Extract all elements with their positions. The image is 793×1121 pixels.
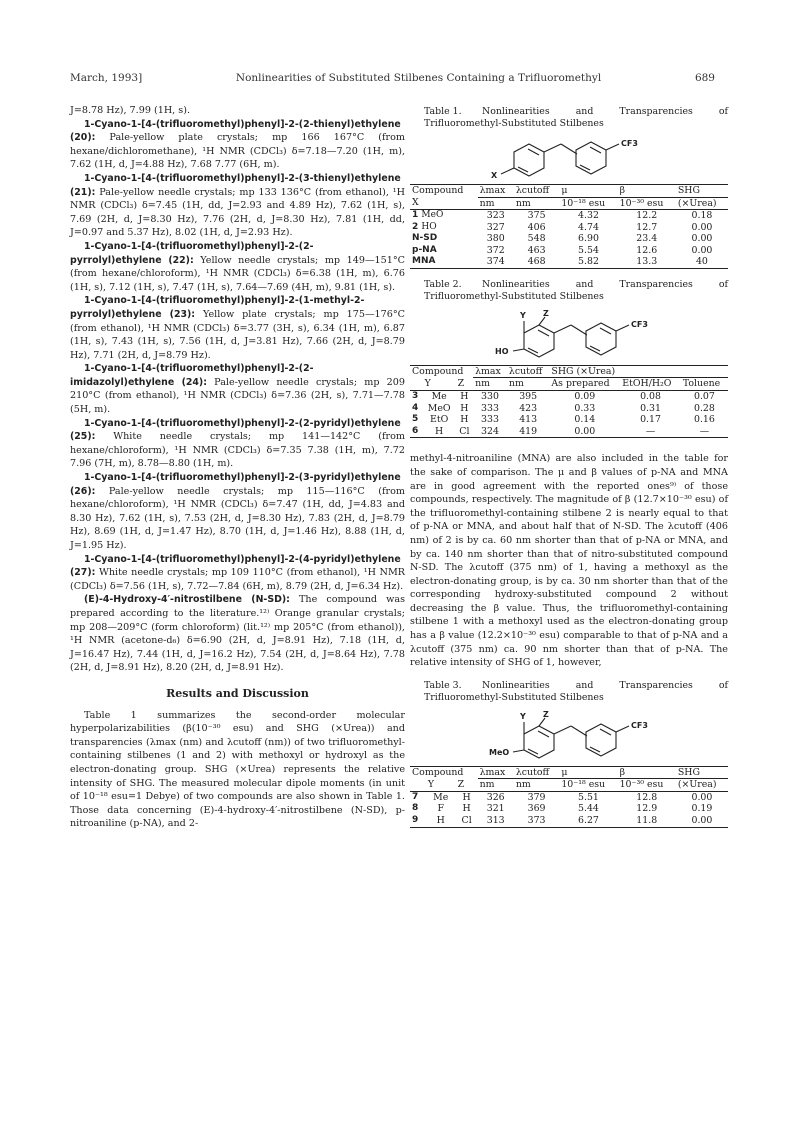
experimental-paragraph: J=8.78 Hz), 7.99 (1H, s). xyxy=(70,105,190,116)
header-running-title: Nonlinearities of Substituted Stilbenes Containing a Trifluoromethyl xyxy=(235,72,602,84)
table1-caption: Table 1. Nonlinearities and Transparencies of Trifluoromethyl-Substituted Stilbenes xyxy=(424,106,728,129)
table-row: p-NA 372 463 5.54 12.6 0.00 xyxy=(412,244,713,256)
table1-structure xyxy=(469,134,669,182)
meo-label: MeO xyxy=(489,747,510,757)
experimental-paragraph: 1-Cyano-1-[4-(trifluoromethyl)phenyl]-2-(2-pyridyl)ethylene (25): White needle crystals; mp 141—142°C (from hexane/chloroform), ¹H NMR (CDCl₃) δ=7.35 7.38 (1H, m), 7.72 7.96 (7H, m), 8.78—8.80 (1H, m). xyxy=(70,417,405,470)
cf3-label: CF3 xyxy=(631,720,648,730)
table1: Compound λmax λcutoff μ β SHG X nm nm 10⁻¹⁸ esu 10⁻³⁰ esu (×Urea) 1 MeO 323 375 4.32 12.2 0.18 2 HO 327 406 4.74 12.7 0.00 N-SD 380 548 6.90 23.4 0.00 p-NA 372 463 5.54 12.6 0.00 MNA 374 468 5.82 13.3 40 xyxy=(410,184,728,269)
table3: Compound λmax λcutoff μ β SHG Y Z nm nm 10⁻¹⁸ esu 10⁻³⁰ esu (×Urea) 7 Me H 326 379 5.51 12.8 0.00 8 F H 321 369 5.44 12.9 0.19 9 H Cl 313 373 6.27 11.8 0.00 xyxy=(410,766,728,828)
y-label: Y xyxy=(520,711,526,721)
z-label: Z xyxy=(543,308,549,318)
table-row: 9 H Cl 313 373 6.27 11.8 0.00 xyxy=(410,815,728,827)
table-row: 7 Me H 326 379 5.51 12.8 0.00 xyxy=(412,791,713,803)
table-row: 5 EtO H 333 413 0.14 0.17 0.16 xyxy=(412,414,715,426)
right-column xyxy=(410,104,728,834)
experimental-paragraph: 1-Cyano-1-[4-(trifluoromethyl)phenyl]-2-(2-imidazolyl)ethylene (24): Pale-yellow needle crystals; mp 209 210°C (from ethanol), ¹H NMR (CDCl₃) δ=7.36 (2H, s), 7.71—7.78 (5H, m). xyxy=(70,363,405,416)
table-row: 2 HO 327 406 4.74 12.7 0.00 xyxy=(412,221,713,233)
table-row: 8 F H 321 369 5.44 12.9 0.19 xyxy=(412,803,713,815)
table2-structure xyxy=(469,307,669,363)
table2: Compound λmax λcutoff SHG (×Urea) Y Z nm nm As prepared EtOH/H₂O Toluene 3 Me H 330 395 0.09 0.08 0.07 4 MeO H 333 423 0.33 0.31 0.28 5 EtO H 333 413 0.14 0.17 0.16 6 H Cl 324 419 0.00 — — xyxy=(410,365,728,438)
table2-caption: Table 2. Nonlinearities and Transparencies of Trifluoromethyl-Substituted Stilbenes xyxy=(424,278,728,302)
experimental-paragraph: 1-Cyano-1-[4-(trifluoromethyl)phenyl]-2-(2-pyrrolyl)ethylene (22): Yellow needle crystals; mp 149—151°C (from hexane/chloroform), ¹H NMR (CDCl₃) δ=6.38 (1H, m), 6.76 (1H, s), 7.12 (1H, s), 7.47 (1H, s), 7.64—7.69 (4H, m), 9.81 (1H, s). xyxy=(70,240,405,293)
table-row: 3 Me H 330 395 0.09 0.08 0.07 xyxy=(412,390,715,402)
page-header xyxy=(70,72,715,88)
ho-label: HO xyxy=(495,346,509,356)
header-page-number: 689 xyxy=(694,72,715,84)
table3-structure xyxy=(469,708,669,764)
table-row: 1 MeO 323 375 4.32 12.2 0.18 xyxy=(412,210,713,221)
experimental-paragraph: 1-Cyano-1-[4-(trifluoromethyl)phenyl]-2-(3-pyridyl)ethylene (26): Pale-yellow needle crystals; mp 115—116°C (from hexane/chloroform), ¹H NMR (CDCl₃) δ=7.47 (1H, dd, J=4.83 and 8.30 Hz), 7.62 (1H, s), 7.53 (2H, d, J=8.30 Hz), 7.83 (2H, d, J=8.79 Hz), 8.69 (1H, d, J=1.47 Hz), 8.70 (1H, d, J=1.46 Hz), 8.88 (1H, d, J=1.95 Hz). xyxy=(70,472,405,551)
cf3-label: CF3 xyxy=(631,319,648,329)
table3-caption: Table 3. Nonlinearities and Transparencies of Trifluoromethyl-Substituted Stilbenes xyxy=(424,679,728,703)
experimental-paragraph: (E)-4-Hydroxy-4′-nitrostilbene (N-SD): The compound was prepared according to the literature.¹²⁾ Orange granular crystals; mp 208—209°C (form chloroform) (lit.¹²⁾ mp 205°C (from ethanol)), ¹H NMR (acetone-d₆) δ=6.90 (2H, d, J=8.91 Hz), 7.18 (1H, d, J=16.47 Hz), 7.44 (1H, d, J=16.2 Hz), 7.54 (2H, d, J=8.64 Hz), 7.78 (2H, d, J=8.91 Hz), 8.20 (2H, d, J=8.91 Hz). xyxy=(70,594,405,674)
table-row: 6 H Cl 324 419 0.00 — — xyxy=(410,426,728,438)
experimental-paragraph: 1-Cyano-1-[4-(trifluoromethyl)phenyl]-2-(1-methyl-2-pyrrolyl)ethylene (23): Yellow plate crystals; mp 175—176°C (from ethanol), ¹H NMR (CDCl₃) δ=3.77 (3H, s), 6.34 (1H, m), 6.87 (1H, s), 7.43 (1H, s), 7.56 (1H, d, J=3.81 Hz), 7.66 (2H, d, J=8.79 Hz), 7.71 (2H, d, J=8.79 Hz). xyxy=(70,295,405,361)
discussion-paragraph: methyl-4-nitroaniline (MNA) are also included in the table for the sake of comparison. The μ and β values of p-NA and MNA are in good agreement with the reported ones⁹⁾ of those compounds, respectively. The magnitude of β (12.7×10⁻³⁰ esu) of the trifluoromethyl-containing stilbene 2 is nearly equal to that of p-NA or MNA, and about half that of N-SD. The λcutoff (406 nm) of 2 is by ca. 60 nm shorter than that of p-NA or MNA, and by ca. 140 nm shorter than that of nitro-substituted compound N-SD. The λcutoff (375 nm) of 1, having a methoxyl as the electron-donating group, is by ca. 30 nm shorter than that of the corresponding hydroxy-substituted compound 2 without decreasing the β value. Thus, the trifluoromethyl-containing stilbene 1 with a methoxyl used as the electron-donating group has a β value (12.2×10⁻³⁰ esu) comparable to that of p-NA and a λcutoff (375 nm) ca. 90 nm shorter than that of p-NA. The relative intensity of SHG of 1, however, xyxy=(410,453,728,669)
table-row: MNA 374 468 5.82 13.3 40 xyxy=(410,256,728,268)
left-column xyxy=(70,104,405,831)
table-row: 4 MeO H 333 423 0.33 0.31 0.28 xyxy=(412,402,715,414)
header-date: March, 1993] xyxy=(70,72,143,84)
y-label: Y xyxy=(520,310,526,320)
experimental-paragraph: 1-Cyano-1-[4-(trifluoromethyl)phenyl]-2-(2-thienyl)ethylene (20): Pale-yellow plate crystals; mp 166 167°C (from hexane/dichloromethane), ¹H NMR (CDCl₃) δ=7.18—7.20 (1H, m), 7.62 (1H, d, J=4.88 Hz), 7.68 7.77 (6H, m). xyxy=(70,118,405,171)
section-heading: Results and Discussion xyxy=(166,686,309,700)
experimental-paragraph: 1-Cyano-1-[4-(trifluoromethyl)phenyl]-2-(3-thienyl)ethylene (21): Pale-yellow needle crystals; mp 133 136°C (from ethanol), ¹H NMR (CDCl₃) δ=7.45 (1H, dd, J=2.93 and 4.89 Hz), 7.62 (1H, s), 7.69 (2H, d, J=8.30 Hz), 7.76 (2H, d, J=8.30 Hz), 7.81 (1H, dd, J=0.97 and 5.37 Hz), 8.02 (1H, d, J=2.93 Hz). xyxy=(70,172,405,239)
table-row: N-SD 380 548 6.90 23.4 0.00 xyxy=(412,233,713,245)
cf3-label: CF3 xyxy=(621,139,638,148)
experimental-paragraph: 1-Cyano-1-[4-(trifluoromethyl)phenyl]-2-(4-pyridyl)ethylene (27): White needle crystals; mp 109 110°C (from ethanol), ¹H NMR (CDCl₃) δ=7.56 (1H, s), 7.72—7.84 (6H, m), 8.79 (2H, d, J=6.34 Hz). xyxy=(70,553,405,592)
results-paragraph: Table 1 summarizes the second-order molecular hyperpolarizabilities (β(10⁻³⁰ esu) and SHG (×Urea)) and transparencies (λmax (nm) and λcutoff (nm)) of two trifluoromethyl-containing stilbenes (1 and 2) with methoxyl or hydroxyl as the electron-donating group. SHG (×Urea) represents the relative intensity of SHG. The measured molecular dipole moments (in unit of 10⁻¹⁸ esu=1 Debye) of two compounds are also shown in Table 1. Those data concerning (E)-4-hydroxy-4′-nitrostilbene (N-SD), p-nitroaniline (p-NA), and 2- xyxy=(70,709,405,830)
z-label: Z xyxy=(543,709,549,719)
substituent-label: X xyxy=(491,171,498,180)
